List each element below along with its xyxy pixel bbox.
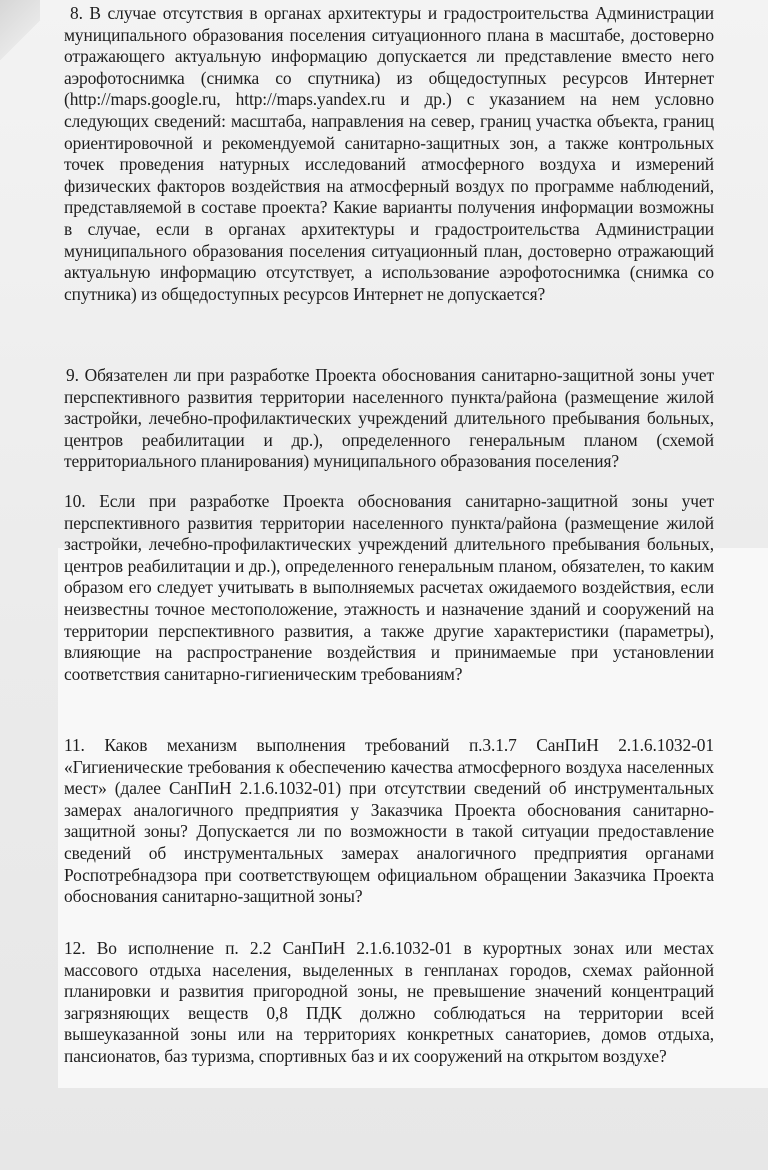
paragraph-8: 8. В случае отсутствия в органах архитектуры и градостроительства Администрации муниципального образования поселения ситуационного плана в масштабе, достоверно отражающего актуальную информацию допускается ли представление вместо него аэрофотоснимка (снимка со спутника) из общедоступных ресурсов Интернет (http://maps.google.ru, http://maps.yandex.ru и др.) с указанием на нем условно следующих сведений: масштаба, направления на север, границ участка объекта, границ ориентировочной и рекомендуемой санитарно-защитных зон, а также контрольных точек проведения натурных исследований атмосферного воздуха и измерений физических факторов воздействия на атмосферный воздух по программе наблюдений, представляемой в составе проекта? Какие варианты получения информации возможны в случае, если в органах архитектуры и градостроительства Администрации муниципального образования поселения ситуационный план, достоверно отражающий актуальную информацию отсутствует, а использование аэрофотоснимка (снимка со спутника) из общедоступных ресурсов Интернет не допускается? [64,3,714,304]
paragraph-10: 10. Если при разработке Проекта обоснования санитарно-защитной зоны учет перспективного развития территории населенного пункта/района (размещение жилой застройки, лечебно-профилактических учреждений длительного пребывания больных, центров реабилитации и др.), определенного генеральным планом, обязателен, то каким образом его следует учитывать в выполняемых расчетах ожидаемого воздействия, если неизвестны точное местоположение, этажность и назначение зданий и сооружений на территории перспективного развития, а также другие характеристики (параметры), влияющие на распространение воздействия и принимаемые при установлении соответствия санитарно-гигиеническим требованиям? [64,491,714,684]
paragraph-9: 9. Обязателен ли при разработке Проекта обоснования санитарно-защитной зоны учет перспективного развития территории населенного пункта/района (размещение жилой застройки, лечебно-профилактических учреждений длительного пребывания больных, центров реабилитации и др.), определенного генеральным планом (схемой территориального планирования) муниципального образования поселения? [64,365,714,472]
document-body [64,3,714,1068]
paragraph-12: 12. Во исполнение п. 2.2 СанПиН 2.1.6.1032-01 в курортных зонах или местах массового отдыха населения, выделенных в генпланах городов, схемах районной планировки и развития пригородной зоны, не превышение значений концентраций загрязняющих веществ 0,8 ПДК должно соблюдаться на территории всей вышеуказанной зоны или на территориях конкретных санаториев, домов отдыха, пансионатов, баз туризма, спортивных баз и их сооружений на открытом воздухе? [64,938,714,1066]
page-fold-shadow [0,0,40,60]
paragraph-11: 11. Каков механизм выполнения требований п.3.1.7 СанПиН 2.1.6.1032-01 «Гигиенические требования к обеспечению качества атмосферного воздуха населенных мест» (далее СанПиН 2.1.6.1032-01) при отсутствии сведений об инструментальных замерах аналогичного предприятия у Заказчика Проекта обоснования санитарно-защитной зоны? Допускается ли по возможности в такой ситуации предоставление сведений об инструментальных замерах аналогичного предприятия органами Роспотребнадзора при соответствующем официальном обращении Заказчика Проекта обоснования санитарно-защитной зоны? [64,735,714,907]
